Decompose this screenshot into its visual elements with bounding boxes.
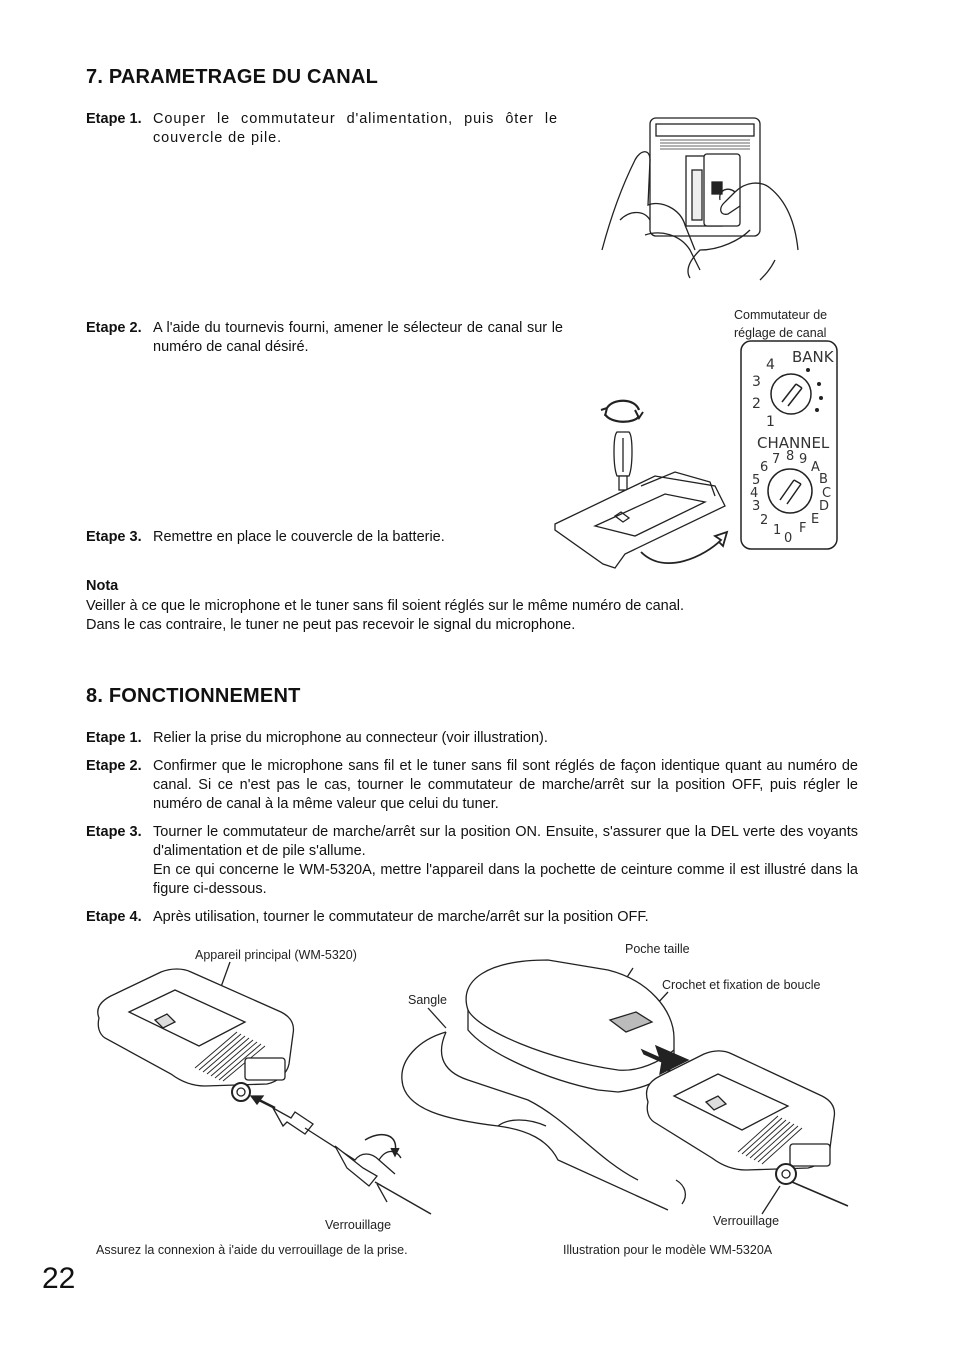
step-label: Etape 2. xyxy=(86,320,142,336)
switch-caption: Commutateur de réglage de canal xyxy=(734,308,828,340)
step-text-line-1: Tourner le commutateur de marche/arrêt sur la position ON. Ensuite, s'assurer que la DEL verte des voyants d'alimentation et de pile s'allume. xyxy=(153,824,858,859)
bank-number-3: 3 xyxy=(752,374,761,390)
note-line-1: Veiller à ce que le microphone et le tuner sans fil soient réglés sur le même numéro de canal. xyxy=(86,598,685,614)
step-text: Après utilisation, tourner le commutateur de marche/arrêt sur la position OFF. xyxy=(153,909,649,925)
lock-right-caption: Verrouillage xyxy=(713,1214,780,1228)
section-7-title: 7. PARAMETRAGE DU CANAL xyxy=(86,66,379,88)
svg-text:1: 1 xyxy=(773,523,782,538)
step-label: Etape 2. xyxy=(86,758,142,774)
svg-text:B: B xyxy=(819,472,828,487)
section-7-step-2 xyxy=(86,319,563,359)
waist-pouch-caption: Poche taille xyxy=(625,942,690,956)
bank-dial xyxy=(771,374,811,414)
channel-dial xyxy=(768,469,812,513)
rotate-arrow-icon xyxy=(605,401,639,422)
left-bottom-caption: Assurez la connexion à i'aide du verrouillage de la prise. xyxy=(96,1243,408,1257)
step-label: Etape 3. xyxy=(86,824,142,840)
section-7-step-1 xyxy=(86,110,558,150)
step-text: Relier la prise du microphone au connecteur (voir illustration). xyxy=(153,730,548,746)
section-8-step-2 xyxy=(86,757,858,815)
bank-label: BANK xyxy=(792,348,834,366)
note-text xyxy=(86,597,846,635)
channel-label: CHANNEL xyxy=(757,434,830,452)
svg-text:7: 7 xyxy=(772,452,781,467)
main-unit-connection-illustration xyxy=(95,962,445,1212)
hook-caption: Crochet et fixation de boucle xyxy=(662,978,821,992)
connector-jack xyxy=(776,1164,796,1184)
step-text xyxy=(153,823,858,899)
svg-text:2: 2 xyxy=(760,513,769,528)
step-text: A l'aide du tournevis fourni, amener le sélecteur de canal sur le numéro de canal désiré. xyxy=(153,320,563,355)
strap-caption: Sangle xyxy=(408,993,447,1007)
step-text: Confirmer que le microphone sans fil et le tuner sans fil sont réglés de façon identique quant au numéro de canal. Si ce n'est pas le cas, tourner le commutateur de marche/arrêt sur la position OFF, puis régler le numéro de canal à la même valeur que celui du tuner. xyxy=(153,758,858,812)
step-label: Etape 1. xyxy=(86,730,142,746)
svg-text:8: 8 xyxy=(786,449,795,464)
note-line-2: Dans le cas contraire, le tuner ne peut pas recevoir le signal du microphone. xyxy=(86,617,576,633)
channel-dial-illustration xyxy=(740,340,840,552)
section-8-step-4 xyxy=(86,908,858,928)
svg-text:C: C xyxy=(822,486,832,501)
bank-number-4: 4 xyxy=(766,357,775,373)
svg-text:9: 9 xyxy=(799,452,808,467)
step-text: Couper le commutateur d'alimentation, puis ôter le couvercle de pile. xyxy=(153,111,558,146)
bank-number-2: 2 xyxy=(752,396,761,412)
step-text-line-2: En ce qui concerne le WM-5320A, mettre l'appareil dans la pochette de ceinture comme il est illustré dans la figure ci-dessous. xyxy=(153,862,858,897)
lock-left-caption: Verrouillage xyxy=(325,1218,392,1232)
bank-number-1: 1 xyxy=(766,414,775,430)
svg-text:5: 5 xyxy=(752,473,761,488)
svg-text:F: F xyxy=(799,521,807,536)
page-number: 22 xyxy=(42,1262,76,1295)
connector-jack xyxy=(232,1083,250,1101)
step-label: Etape 3. xyxy=(86,529,142,545)
svg-text:6: 6 xyxy=(760,460,769,475)
right-bottom-caption: Illustration pour le modèle WM-5320A xyxy=(563,1243,773,1257)
svg-text:E: E xyxy=(811,512,820,527)
section-8-step-3 xyxy=(86,823,858,901)
svg-text:3: 3 xyxy=(752,499,761,514)
waist-pouch-illustration xyxy=(398,950,858,1210)
section-8-title: 8. FONCTIONNEMENT xyxy=(86,685,301,707)
section-7-step-3 xyxy=(86,528,558,548)
step-label: Etape 1. xyxy=(86,111,142,127)
screwdriver-illustration xyxy=(555,396,735,576)
section-8-step-1 xyxy=(86,729,858,749)
step-label: Etape 4. xyxy=(86,909,142,925)
svg-text:D: D xyxy=(819,499,830,514)
battery-cover-illustration xyxy=(600,110,800,280)
note-title: Nota xyxy=(86,578,119,594)
main-unit-caption: Appareil principal (WM-5320) xyxy=(195,948,357,962)
svg-text:0: 0 xyxy=(784,531,793,546)
svg-text:A: A xyxy=(811,460,820,475)
svg-text:4: 4 xyxy=(750,486,759,501)
step-text: Remettre en place le couvercle de la batterie. xyxy=(153,529,445,545)
